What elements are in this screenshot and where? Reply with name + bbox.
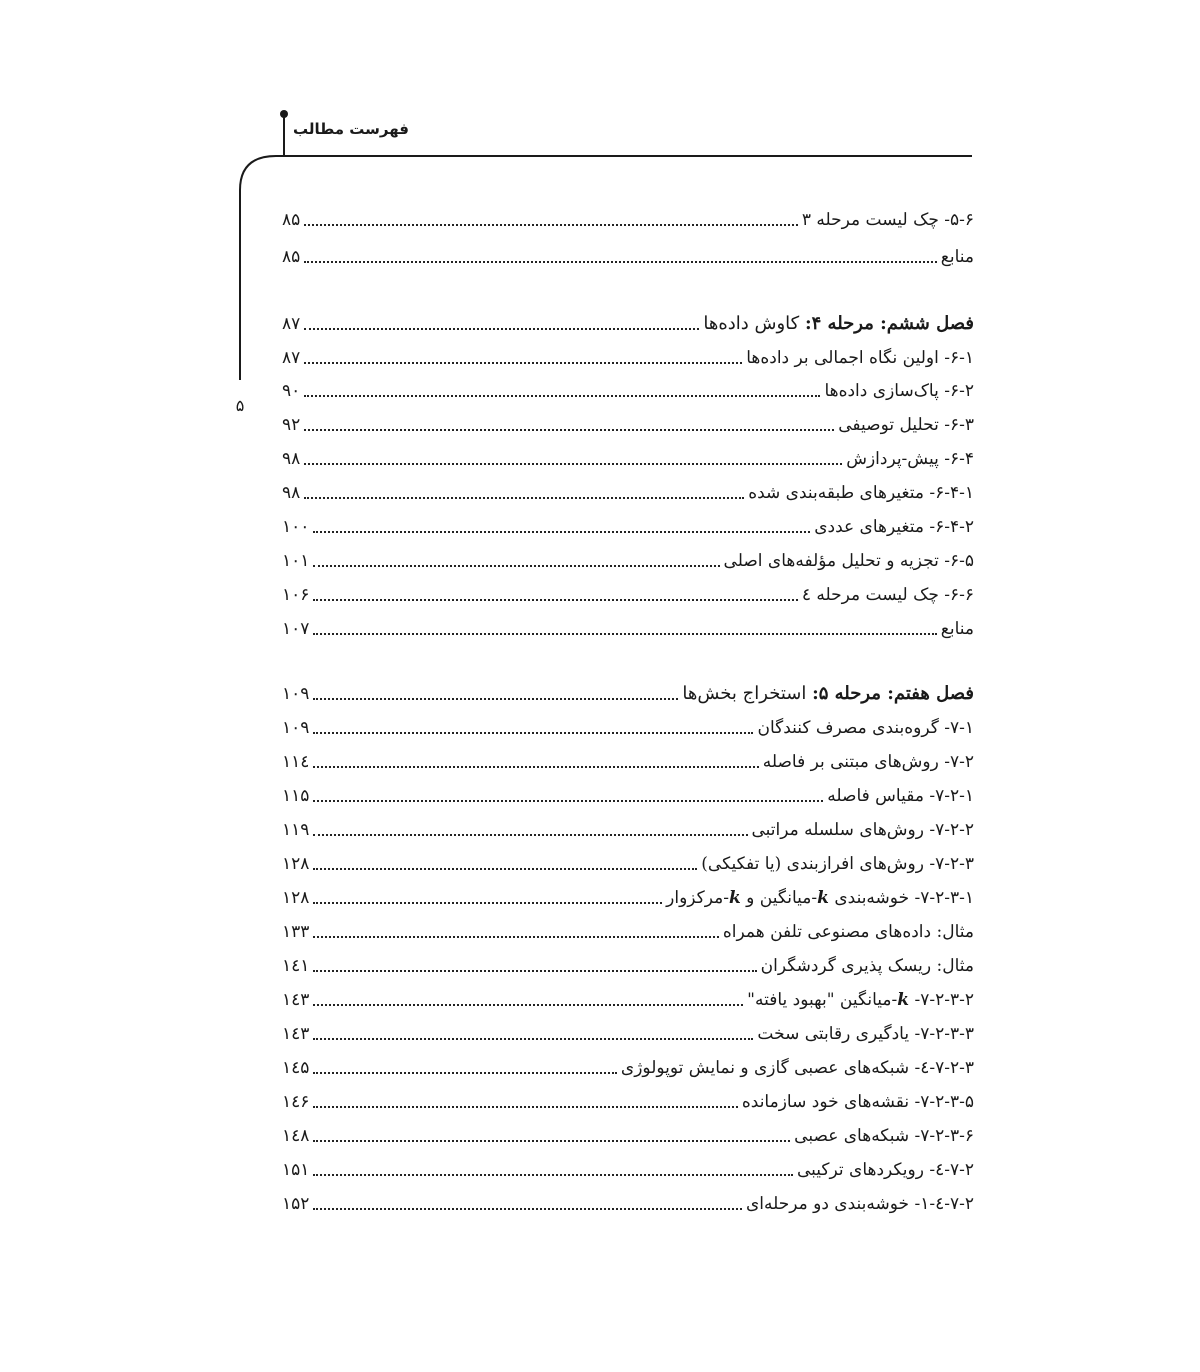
toc-row[interactable] bbox=[282, 1184, 974, 1218]
toc-row[interactable] bbox=[282, 405, 974, 439]
toc-page-number: ۱۰۶ bbox=[282, 585, 310, 605]
header-title: فهرست مطالب bbox=[293, 120, 409, 138]
toc-page-number: ۱٤۶ bbox=[282, 1092, 310, 1112]
toc-entry-title: ۷-۲-۱- مقیاس فاصله bbox=[827, 786, 974, 806]
toc-entry-title: ۷-۲-۳- روش‌های افرازبندی (یا تفکیکی) bbox=[701, 854, 974, 874]
toc-entry-title: منابع bbox=[940, 247, 974, 267]
toc-entry-title: ۷-۲-٤-۱- خوشه‌بندی دو مرحله‌ای bbox=[745, 1194, 974, 1214]
toc-row[interactable] bbox=[282, 439, 974, 473]
toc-dot-leader bbox=[313, 1038, 753, 1040]
toc-page-number: ۸۷ bbox=[282, 314, 301, 334]
toc-page-number: ۹۸ bbox=[282, 483, 301, 503]
toc-row[interactable] bbox=[282, 844, 974, 878]
toc-dot-leader bbox=[304, 261, 937, 263]
toc-chapter-title: کاوش داده‌ها bbox=[703, 313, 805, 334]
toc-entry-title bbox=[703, 312, 974, 338]
toc-entry-title: ۶-۳- تحلیل توصیفی bbox=[838, 415, 974, 435]
toc-row[interactable] bbox=[282, 980, 974, 1014]
toc-row[interactable] bbox=[282, 507, 974, 541]
toc-dot-leader bbox=[313, 732, 753, 734]
toc-row[interactable] bbox=[282, 541, 974, 575]
toc-entry-title: ۶-۴-۱- متغیرهای طبقه‌بندی شده bbox=[748, 483, 974, 503]
toc-dot-leader bbox=[304, 328, 699, 330]
toc-page-number: ۱۱٤ bbox=[282, 752, 310, 772]
toc-dot-leader bbox=[304, 224, 798, 226]
toc-dot-leader bbox=[304, 429, 834, 431]
toc-title-part: ۷-۲-۳-۱- خوشه‌بندی bbox=[828, 888, 974, 908]
toc-title-part: -میانگین و bbox=[740, 888, 818, 908]
toc-title-variable-k: k bbox=[817, 888, 829, 908]
toc-page-number: ۱۲۸ bbox=[282, 888, 310, 908]
toc-row[interactable] bbox=[282, 1048, 974, 1082]
toc-dot-leader bbox=[313, 1208, 742, 1210]
toc-page-number: ۱٤۳ bbox=[282, 990, 310, 1010]
toc-page-number: ۸۷ bbox=[282, 348, 301, 368]
toc-page-number: ۹۸ bbox=[282, 449, 301, 469]
frame-corner-curve bbox=[240, 156, 284, 380]
toc-row[interactable] bbox=[282, 1014, 974, 1048]
toc-entry-title: ۶-۲- پاک‌سازی داده‌ها bbox=[824, 381, 974, 401]
toc-page-number: ۱٤۸ bbox=[282, 1126, 310, 1146]
toc-page-number: ۱۰۹ bbox=[282, 718, 310, 738]
toc-chapter-row[interactable] bbox=[282, 304, 974, 338]
toc-dot-leader bbox=[313, 599, 797, 601]
toc-dot-leader bbox=[313, 1106, 737, 1108]
toc-entry-title bbox=[682, 682, 974, 708]
toc-dot-leader bbox=[313, 1004, 743, 1006]
toc-title-part: -مرکزوار bbox=[666, 888, 729, 908]
toc-chapter-label: فصل ششم: مرحله ۴: bbox=[804, 313, 974, 334]
toc-dot-leader bbox=[313, 902, 662, 904]
toc-page-number: ۱٤۵ bbox=[282, 1058, 310, 1078]
toc-row[interactable] bbox=[282, 338, 974, 372]
toc-entry-title: ۷-۱- گروه‌بندی مصرف کنندگان bbox=[757, 718, 974, 738]
toc-page-number: ۱۱۵ bbox=[282, 786, 310, 806]
toc-entry-title: ۷-۲-٤- رویکردهای ترکیبی bbox=[796, 1160, 974, 1180]
page-number: ۵ bbox=[235, 396, 245, 415]
toc-page-number: ۸۵ bbox=[282, 210, 301, 230]
toc-entry-title bbox=[666, 886, 974, 912]
toc-dot-leader bbox=[313, 970, 756, 972]
toc-dot-leader bbox=[304, 463, 842, 465]
toc-dot-leader bbox=[313, 766, 758, 768]
toc-row[interactable] bbox=[282, 237, 974, 271]
toc-chapter-label: فصل هفتم: مرحله ۵: bbox=[812, 683, 974, 704]
toc-dot-leader bbox=[313, 936, 718, 938]
toc-page-number: ۱۰۰ bbox=[282, 517, 310, 537]
toc-row[interactable] bbox=[282, 1150, 974, 1184]
toc-row[interactable] bbox=[282, 776, 974, 810]
toc-dot-leader bbox=[313, 1140, 790, 1142]
toc-dot-leader bbox=[313, 698, 678, 700]
toc-entry-title: ۷-۲-۳-٤- شبکه‌های عصبی گازی و نمایش توپولوژی bbox=[620, 1058, 974, 1078]
toc-dot-leader bbox=[304, 395, 820, 397]
toc-entry-title: مثال: داده‌های مصنوعی تلفن همراه bbox=[722, 922, 974, 942]
toc-row[interactable] bbox=[282, 708, 974, 742]
toc-row[interactable] bbox=[282, 946, 974, 980]
toc-entry-title: ۷-۲- روش‌های مبتنی بر فاصله bbox=[762, 752, 974, 772]
toc-dot-leader bbox=[313, 868, 697, 870]
toc-entry-title bbox=[747, 988, 974, 1014]
toc-entry-title: ۶-۱- اولین نگاه اجمالی بر داده‌ها bbox=[746, 348, 974, 368]
toc-page-number: ۱٤۱ bbox=[282, 956, 310, 976]
toc-title-part: -میانگین "بهبود یافته" bbox=[747, 990, 898, 1010]
toc-entry-title: ۷-۲-۳-۳- یادگیری رقابتی سخت bbox=[757, 1024, 974, 1044]
toc-page-number: ۱٤۳ bbox=[282, 1024, 310, 1044]
toc-page-number: ۹۲ bbox=[282, 415, 301, 435]
toc-entry-title: ۶-۶- چک لیست مرحله ٤ bbox=[801, 585, 974, 605]
toc-page-number: ۱۱۹ bbox=[282, 820, 310, 840]
toc-chapter-title: استخراج بخش‌ها bbox=[682, 683, 813, 704]
toc-entry-title: ۵-۶- چک لیست مرحله ۳ bbox=[801, 210, 974, 230]
toc-dot-leader bbox=[313, 531, 810, 533]
toc-entry-title: ۷-۲-۳-۵- نقشه‌های خود سازمانده bbox=[741, 1092, 974, 1112]
toc-entry-title: ۷-۲-۲- روش‌های سلسله مراتبی bbox=[751, 820, 974, 840]
toc-entry-title: ۶-۴- پیش-پردازش bbox=[846, 449, 974, 469]
toc-dot-leader bbox=[304, 362, 742, 364]
toc-title-variable-k: k bbox=[729, 888, 741, 908]
toc-row[interactable] bbox=[282, 1116, 974, 1150]
toc-title-part: ۷-۲-۳-۲- bbox=[909, 990, 974, 1010]
toc-dot-leader bbox=[313, 565, 719, 567]
toc-entry-title: ۶-۵- تجزیه و تحلیل مؤلفه‌های اصلی bbox=[723, 551, 974, 571]
toc-row[interactable] bbox=[282, 742, 974, 776]
toc-entry-title: منابع bbox=[940, 619, 974, 639]
toc-page-number: ۸۵ bbox=[282, 247, 301, 267]
toc-dot-leader bbox=[313, 834, 747, 836]
toc-entry-title: مثال: ریسک پذیری گردشگران bbox=[760, 956, 974, 976]
toc-row[interactable] bbox=[282, 1082, 974, 1116]
toc-row[interactable] bbox=[282, 609, 974, 643]
toc-row[interactable] bbox=[282, 878, 974, 912]
toc-row[interactable] bbox=[282, 473, 974, 507]
toc-page-number: ۱۳۳ bbox=[282, 922, 310, 942]
toc-row[interactable] bbox=[282, 575, 974, 609]
toc-page-number: ۱۰۷ bbox=[282, 619, 310, 639]
toc-page-number: ۱۰۱ bbox=[282, 551, 310, 571]
toc-page-number: ۱۰۹ bbox=[282, 684, 310, 704]
toc-dot-leader bbox=[313, 633, 936, 635]
toc-page-number: ۱۵۱ bbox=[282, 1160, 310, 1180]
toc-chapter-row[interactable] bbox=[282, 674, 974, 708]
toc-title-variable-k: k bbox=[897, 990, 910, 1010]
toc-entry-title: ۶-۴-۲- متغیرهای عددی bbox=[814, 517, 974, 537]
toc-dot-leader bbox=[304, 497, 744, 499]
toc-dot-leader bbox=[313, 1174, 793, 1176]
toc-row[interactable] bbox=[282, 810, 974, 844]
toc-row[interactable] bbox=[282, 200, 974, 234]
toc-row[interactable] bbox=[282, 371, 974, 405]
toc-entry-title: ۷-۲-۳-۶- شبکه‌های عصبی bbox=[794, 1126, 974, 1146]
toc-page-number: ۱۵۲ bbox=[282, 1194, 310, 1214]
toc-page-number: ۱۲۸ bbox=[282, 854, 310, 874]
toc-dot-leader bbox=[313, 1072, 616, 1074]
toc-page-number: ۹۰ bbox=[282, 381, 301, 401]
toc-dot-leader bbox=[313, 800, 823, 802]
toc-row[interactable] bbox=[282, 912, 974, 946]
